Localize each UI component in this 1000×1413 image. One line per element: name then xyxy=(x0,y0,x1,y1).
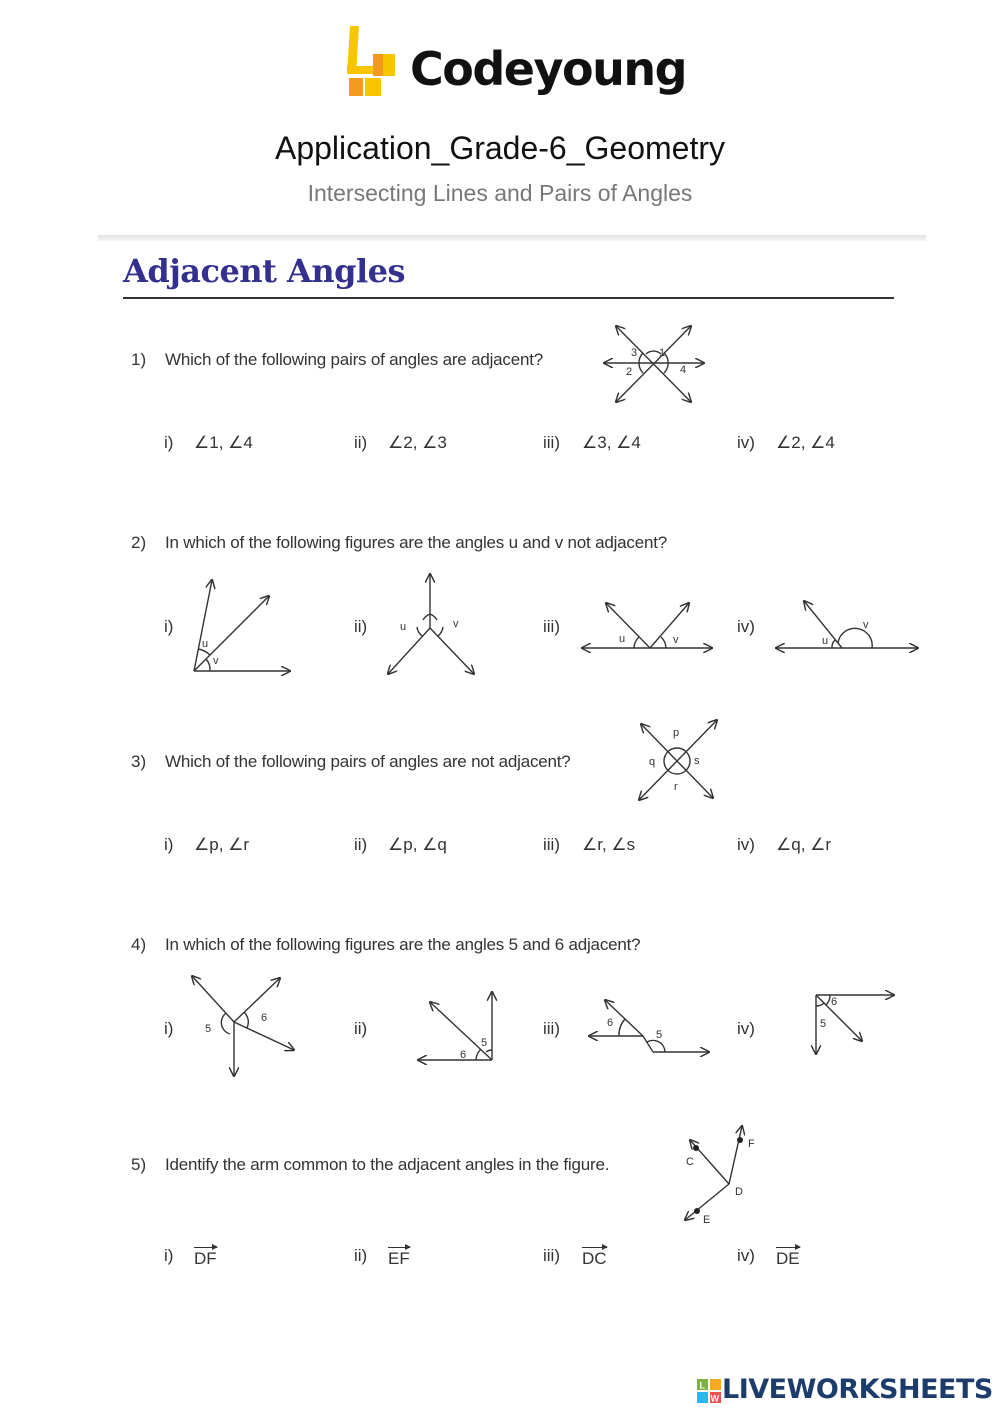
q5-option-ii-value[interactable] xyxy=(388,1246,410,1269)
q3-label-q: q xyxy=(649,756,656,768)
q1-label-4: 4 xyxy=(680,364,687,376)
q1-option-i-label[interactable]: i) xyxy=(164,433,174,452)
document-title: Application_Grade-6_Geometry xyxy=(274,130,725,166)
q1-option-ii-label[interactable]: ii) xyxy=(354,433,368,452)
question-1-number: 1) xyxy=(131,350,147,369)
section-title: Adjacent Angles xyxy=(123,252,406,290)
q4-figure-iv[interactable] xyxy=(806,986,898,1058)
q3-option-ii-label[interactable]: ii) xyxy=(354,835,368,854)
q4-figure-i[interactable] xyxy=(184,970,300,1080)
q1-label-3: 3 xyxy=(631,347,638,359)
question-5-figure xyxy=(680,1120,764,1230)
q3-option-iii-value[interactable]: ∠r, ∠s xyxy=(582,835,636,854)
q2iv-label-v: v xyxy=(863,619,869,631)
q2-figure-iii[interactable] xyxy=(578,596,716,658)
q4i-label-6: 6 xyxy=(261,1012,268,1024)
logo-tile-w: W xyxy=(710,1393,719,1404)
vector-dc: DC xyxy=(582,1246,607,1269)
q2-option-iii-label[interactable]: iii) xyxy=(543,617,560,636)
q2-figure-ii[interactable] xyxy=(384,570,478,680)
q2iii-label-u: u xyxy=(619,633,626,645)
q2-figure-i[interactable] xyxy=(186,576,298,680)
q3-option-iv-label[interactable]: iv) xyxy=(737,835,755,854)
logo-tile-l: L xyxy=(699,1380,705,1391)
q3-label-r: r xyxy=(674,781,678,793)
q4-option-i-label[interactable]: i) xyxy=(164,1019,174,1038)
q2-option-i-label[interactable]: i) xyxy=(164,617,174,636)
q5-label-d: D xyxy=(735,1186,743,1198)
question-3-number: 3) xyxy=(131,752,147,771)
q2-option-iv-label[interactable]: iv) xyxy=(737,617,755,636)
q2i-label-v: v xyxy=(213,655,219,667)
vector-ef: EF xyxy=(388,1246,410,1269)
question-2-text: In which of the following figures are the angles u and v not adjacent? xyxy=(165,533,668,552)
q4-option-ii-label[interactable]: ii) xyxy=(354,1019,368,1038)
q4i-label-5: 5 xyxy=(205,1023,212,1035)
q3-option-iv-value[interactable]: ∠q, ∠r xyxy=(776,835,832,854)
q4iii-label-5: 5 xyxy=(656,1029,663,1041)
q1-option-iii-value[interactable]: ∠3, ∠4 xyxy=(582,433,641,452)
q4-figure-iii[interactable] xyxy=(585,996,713,1062)
q1-label-2: 2 xyxy=(626,366,633,378)
q4ii-label-6: 6 xyxy=(460,1049,467,1061)
codeyoung-logo-icon xyxy=(343,24,399,98)
q4iv-label-6: 6 xyxy=(831,996,838,1008)
question-5-number: 5) xyxy=(131,1155,147,1174)
q2i-label-u: u xyxy=(202,638,209,650)
header-divider xyxy=(98,235,926,241)
question-4-number: 4) xyxy=(131,935,147,954)
q5-option-ii-label[interactable]: ii) xyxy=(354,1246,368,1265)
q5-option-i-value[interactable] xyxy=(194,1246,217,1269)
q5-option-iii-label[interactable]: iii) xyxy=(543,1246,560,1265)
q5-label-f: F xyxy=(748,1138,755,1150)
liveworksheets-logo-icon xyxy=(697,1379,721,1403)
q1-option-ii-value[interactable]: ∠2, ∠3 xyxy=(388,433,447,452)
q1-option-i-value[interactable]: ∠1, ∠4 xyxy=(194,433,253,452)
document-subtitle: Intersecting Lines and Pairs of Angles xyxy=(307,180,693,206)
q2-figure-iv[interactable] xyxy=(772,596,922,658)
q5-label-c: C xyxy=(686,1156,694,1168)
q3-label-p: p xyxy=(673,727,680,739)
question-4-text: In which of the following figures are the angles 5 and 6 adjacent? xyxy=(165,935,641,954)
q2iii-label-v: v xyxy=(673,634,679,646)
q5-label-e: E xyxy=(703,1214,711,1226)
q3-option-i-label[interactable]: i) xyxy=(164,835,174,854)
q4-figure-ii[interactable] xyxy=(414,988,498,1066)
q5-option-i-label[interactable]: i) xyxy=(164,1246,174,1265)
q1-option-iii-label[interactable]: iii) xyxy=(543,433,560,452)
q2iv-label-u: u xyxy=(822,635,829,647)
q4-option-iv-label[interactable]: iv) xyxy=(737,1019,755,1038)
question-3-text: Which of the following pairs of angles are not adjacent? xyxy=(165,752,571,771)
q2ii-label-u: u xyxy=(400,621,407,633)
q3-option-ii-value[interactable]: ∠p, ∠q xyxy=(388,835,447,854)
q3-option-iii-label[interactable]: iii) xyxy=(543,835,560,854)
question-1-figure xyxy=(598,318,710,408)
q5-option-iii-value[interactable] xyxy=(582,1246,607,1269)
liveworksheets-logo-text[interactable]: LIVEWORKSHEETS xyxy=(722,1374,993,1405)
q4-option-iii-label[interactable]: iii) xyxy=(543,1019,560,1038)
q5-option-iv-value[interactable] xyxy=(776,1246,800,1269)
question-5-text: Identify the arm common to the adjacent angles in the figure. xyxy=(165,1155,610,1174)
vector-de: DE xyxy=(776,1246,800,1269)
q4ii-label-5: 5 xyxy=(481,1037,488,1049)
q2ii-label-v: v xyxy=(453,618,459,630)
q5-option-iv-label[interactable]: iv) xyxy=(737,1246,755,1265)
q2-option-ii-label[interactable]: ii) xyxy=(354,617,368,636)
q4iv-label-5: 5 xyxy=(820,1018,827,1030)
question-1-text: Which of the following pairs of angles are adjacent? xyxy=(165,350,543,369)
q1-label-1: 1 xyxy=(659,347,666,359)
section-rule xyxy=(123,297,894,299)
vector-df: DF xyxy=(194,1246,217,1269)
q1-option-iv-label[interactable]: iv) xyxy=(737,433,755,452)
question-3-figure xyxy=(631,714,725,806)
q3-label-s: s xyxy=(694,755,700,767)
q1-option-iv-value[interactable]: ∠2, ∠4 xyxy=(776,433,835,452)
q4iii-label-6: 6 xyxy=(607,1017,614,1029)
q3-option-i-value[interactable]: ∠p, ∠r xyxy=(194,835,250,854)
question-2-number: 2) xyxy=(131,533,147,552)
brand-name: Codeyoung xyxy=(410,42,686,96)
